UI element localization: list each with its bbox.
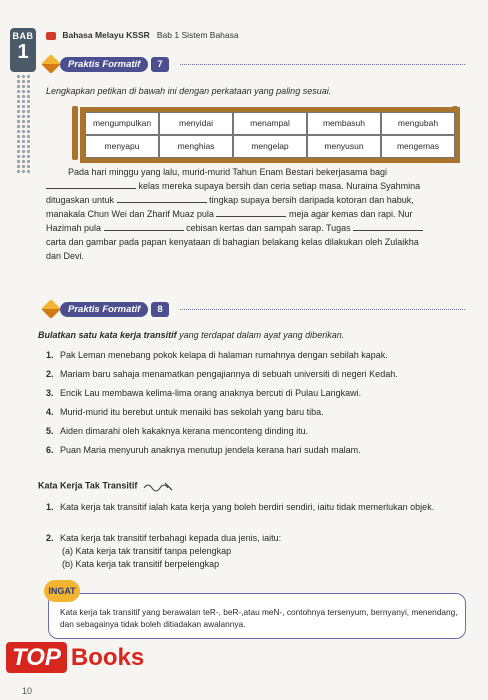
list-item [46, 388, 456, 398]
chapter-tab [10, 28, 36, 72]
word-cell: menyapu [85, 135, 159, 158]
chapter-title: Bab 1 Sistem Bahasa [156, 30, 239, 40]
kktt-type-a: (a) Kata kerja tak transitif tanpa pelengkap [62, 546, 232, 556]
passage [46, 165, 444, 263]
exercise-list [46, 350, 456, 464]
item-number: 5. [46, 426, 54, 436]
answer-blank[interactable] [104, 221, 184, 231]
list-item [46, 369, 456, 379]
item-sentence[interactable]: Murid-murid itu berebut untuk menaiki bas sekolah yang baru tiba. [60, 407, 324, 417]
passage-line: Pada hari minggu yang lalu, murid-murid Tahun Enam Bestari bekerjasama bagi [68, 167, 388, 177]
praktis-label: Praktis Formatif [60, 57, 148, 72]
word-cell: mengemas [381, 135, 455, 158]
table-rail-left [72, 106, 78, 160]
word-cell: mengelap [233, 135, 307, 158]
list-item [46, 426, 456, 436]
item-number: 6. [46, 445, 54, 455]
kktt-point-1: 1. Kata kerja tak transitif ialah kata kerja yang boleh berdiri sendiri, iaitu tidak memerlukan objek. [46, 502, 435, 512]
item-sentence[interactable]: Mariam baru sahaja menamatkan pengajiannya di sebuah universiti di negeri Kedah. [60, 369, 398, 379]
item-sentence[interactable]: Encik Lau membawa kelima-lima orang anaknya bercuti di Pulau Langkawi. [60, 388, 362, 398]
list-item [46, 445, 456, 455]
list-item [46, 407, 456, 417]
list-item [46, 350, 456, 360]
item-sentence[interactable]: Aiden dimarahi oleh kakaknya kerana menconteng dinding itu. [60, 426, 309, 436]
word-cell: mengubah [381, 112, 455, 135]
pencil-icon [41, 54, 61, 74]
divider [180, 309, 465, 310]
topbooks-logo [6, 644, 186, 682]
item-number: 2. [46, 369, 54, 379]
item-number: 4. [46, 407, 54, 417]
passage-line: carta dan gambar pada papan kenyataan di bahagian belakang kelas dilakukan oleh Zulaikha [46, 237, 419, 247]
word-cell: menyidai [159, 112, 233, 135]
page-number: 10 [22, 686, 33, 696]
praktis-number: 8 [151, 302, 168, 317]
instruction-8: Bulatkan satu kata kerja transitif yang terdapat dalam ayat yang diberikan. [38, 330, 345, 340]
item-sentence[interactable]: Puan Maria menyuruh anaknya menutup jendela kerana hari sudah malam. [60, 445, 361, 455]
praktis-label: Praktis Formatif [60, 302, 148, 317]
ingat-text: Kata kerja tak transitif yang berawalan teR-, beR-,atau meN-, contohnya tersenyum, bernyanyi, menendang, dan sebagainya tidak boleh ditiadakan awalannya. [60, 607, 458, 629]
divider [180, 64, 465, 65]
word-cell: menampal [233, 112, 307, 135]
answer-blank[interactable] [353, 221, 423, 231]
word-table [80, 107, 460, 163]
pencil-icon [41, 299, 61, 319]
ingat-badge: INGAT [44, 580, 80, 602]
answer-blank[interactable] [117, 193, 207, 203]
word-cell: mengumpulkan [85, 112, 159, 135]
bab-number: 1 [17, 41, 29, 63]
passage-line: Hazimah pula cebisan kertas dan sampah sarap. Tugas [46, 221, 444, 235]
word-cell: membasuh [307, 112, 381, 135]
passage-line: kelas mereka supaya bersih dan ceria setiap masa. Nuraina Syahmina [46, 179, 444, 193]
kktt-type-b: (b) Kata kerja tak transitif berpelengkap [62, 559, 220, 569]
praktis-badge-8 [44, 301, 169, 317]
running-header [46, 30, 239, 40]
bab-label: BAB [12, 31, 34, 41]
passage-line: ditugaskan untuk tingkap supaya bersih daripada kotoran dan habuk, [46, 195, 414, 205]
logo-books: Books [70, 644, 145, 671]
logo-top: TOP [6, 642, 67, 673]
book-title: Bahasa Melayu KSSR [62, 30, 150, 40]
item-sentence[interactable]: Pak Leman menebang pokok kelapa di halaman rumahnya dengan sebilah kapak. [60, 350, 388, 360]
dot-strip [16, 74, 30, 174]
instruction-7: Lengkapkan petikan di bawah ini dengan perkataan yang paling sesuai. [46, 86, 332, 96]
answer-blank[interactable] [216, 207, 286, 217]
praktis-badge-7 [44, 56, 169, 72]
praktis-number: 7 [151, 57, 168, 72]
item-number: 1. [46, 350, 54, 360]
item-number: 3. [46, 388, 54, 398]
answer-blank[interactable] [46, 179, 136, 189]
word-cell: menyusun [307, 135, 381, 158]
book-icon [46, 32, 56, 40]
section-heading: Kata Kerja Tak Transitif [38, 480, 173, 492]
passage-line: dan Devi. [46, 251, 85, 261]
kktt-point-2: 2. Kata kerja tak transitif terbahagi kepada dua jenis, iaitu: [46, 533, 282, 543]
passage-line: manakala Chun Wei dan Zharif Muaz pula meja agar kemas dan rapi. Nur [46, 209, 413, 219]
scribble-icon [143, 480, 173, 492]
word-cell: menghias [159, 135, 233, 158]
